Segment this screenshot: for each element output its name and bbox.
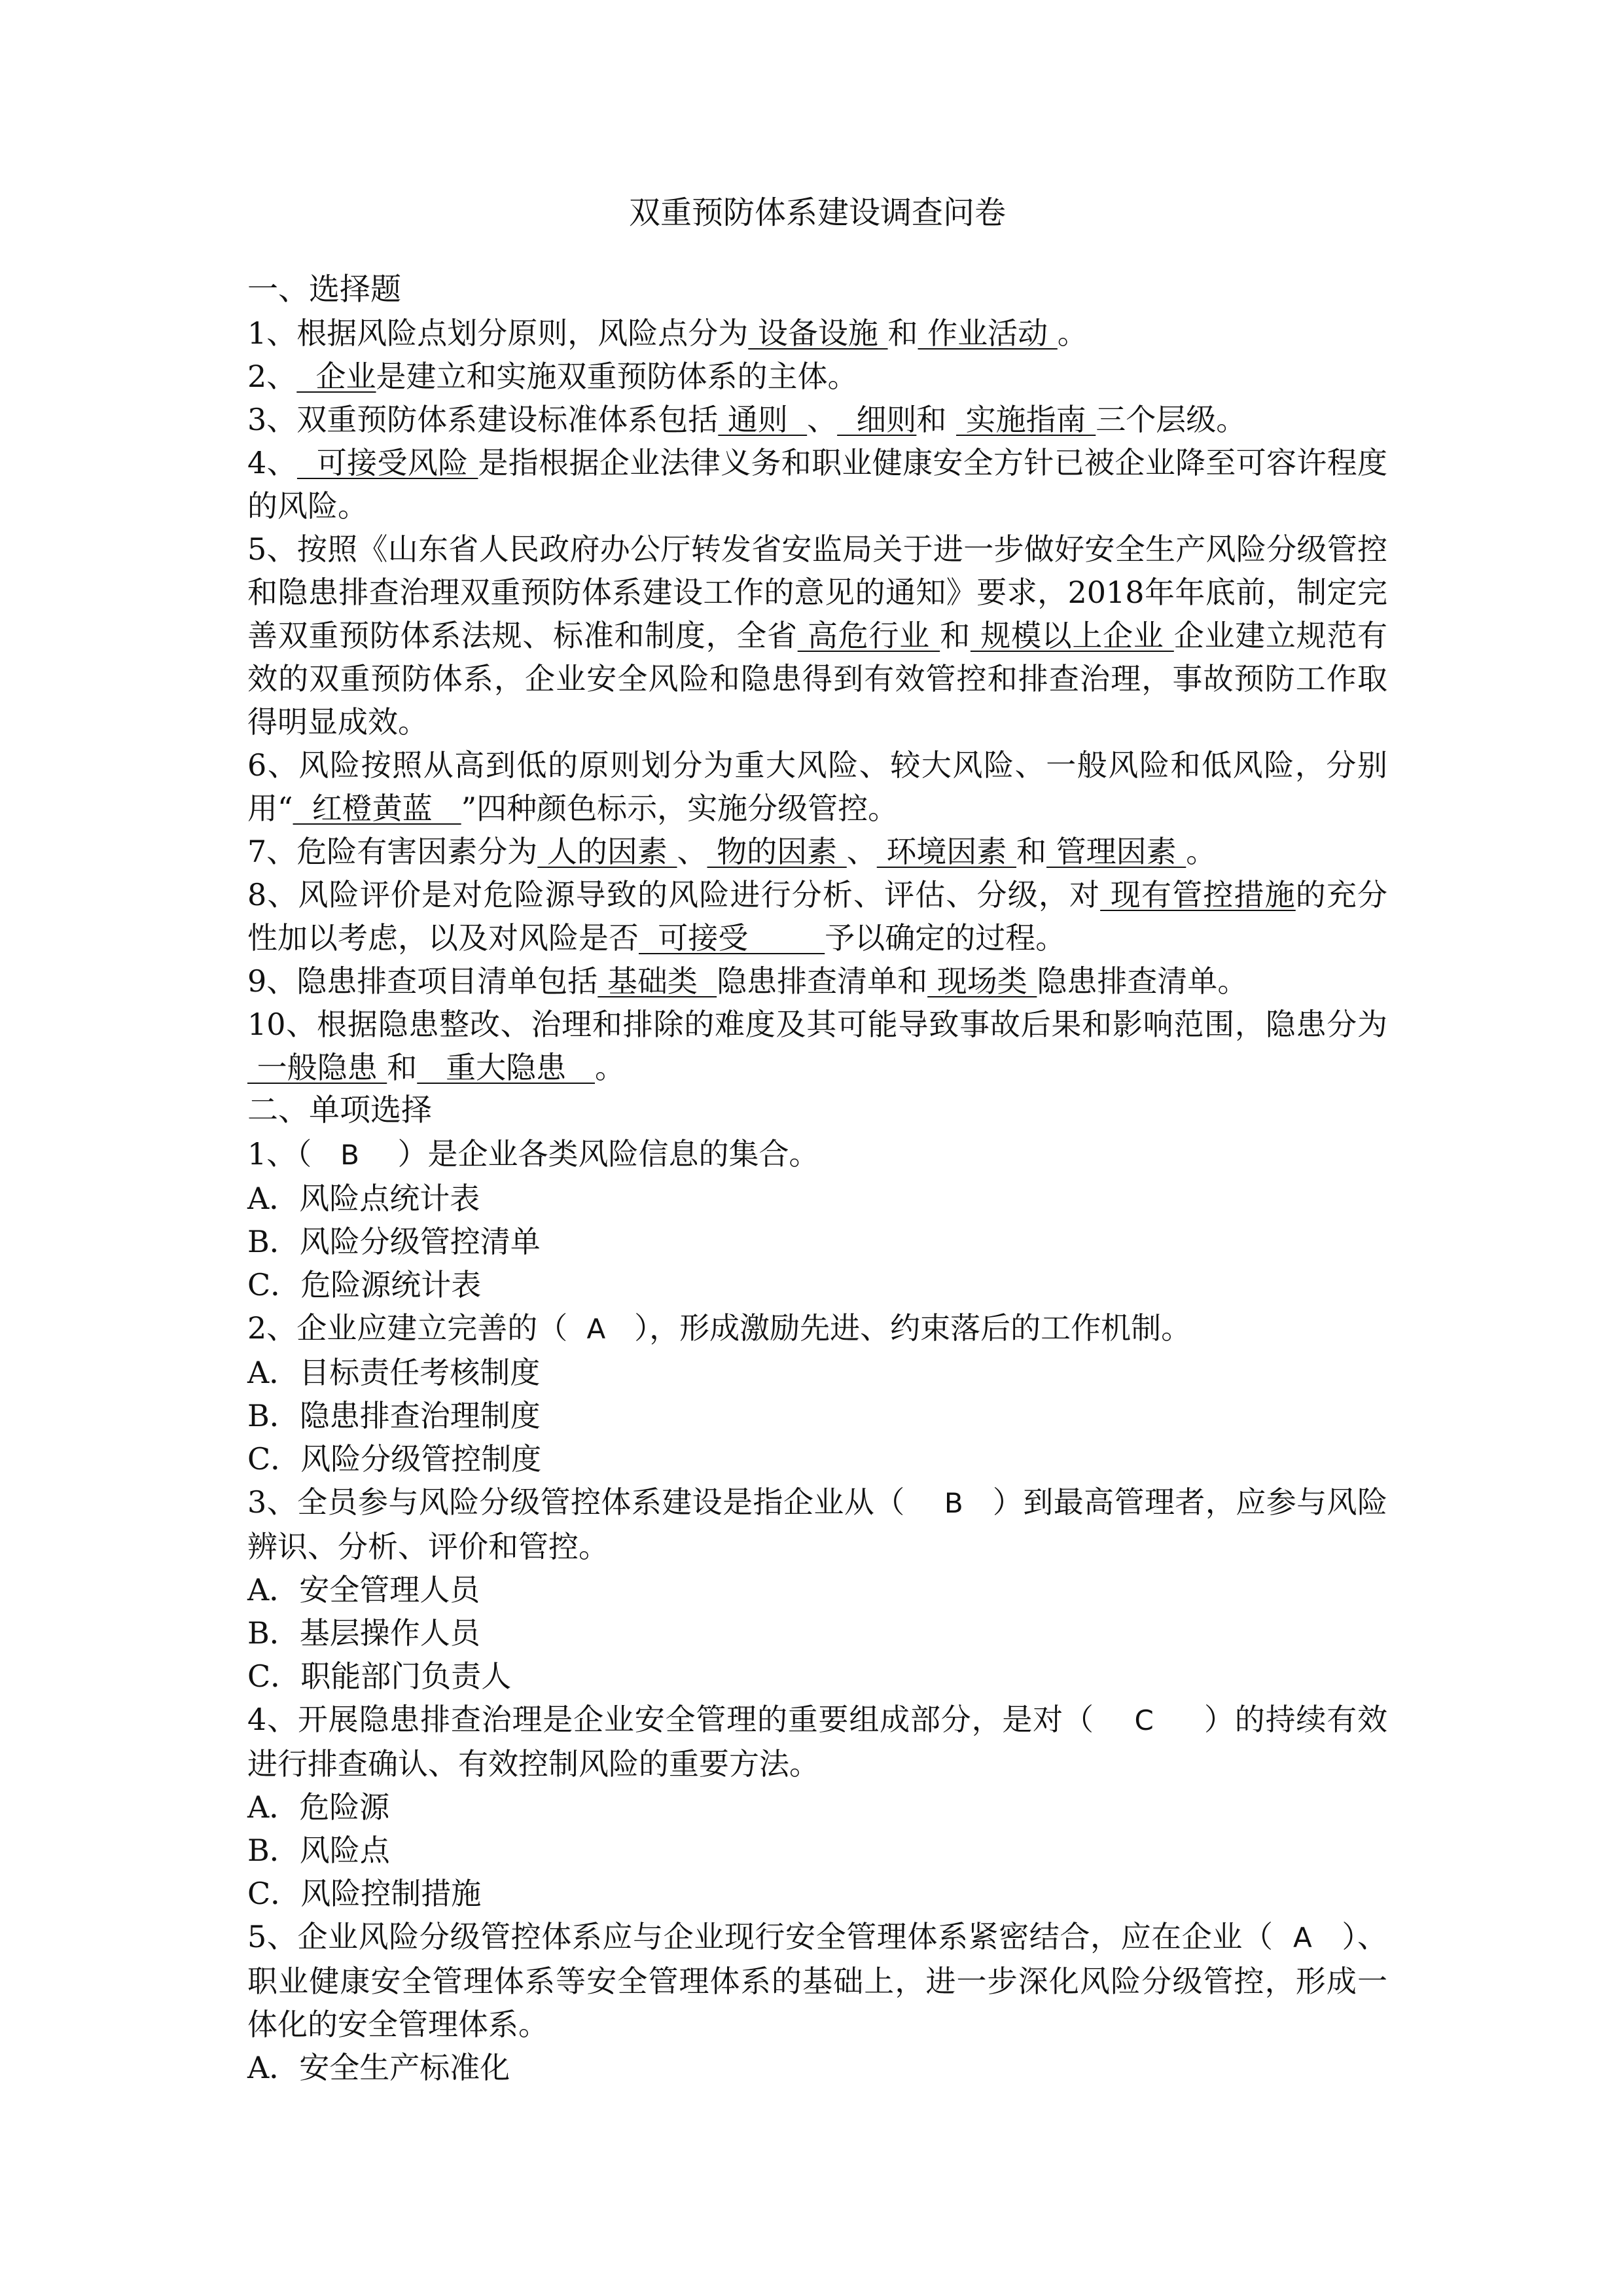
question-text: ），形成激励先进、约束落后的工作机制。	[605, 1310, 1192, 1346]
fill-question	[247, 960, 1387, 1003]
answer-letter: A	[1293, 1922, 1312, 1954]
question-text: 、	[846, 834, 877, 869]
answer-underline: 一般隐患	[247, 1050, 387, 1085]
answer-underline: 基础类	[597, 963, 717, 999]
answer-underline: 可接受	[639, 920, 825, 956]
question-text: 三个层级。	[1096, 402, 1247, 437]
question-text: 隐患排查清单。	[1037, 963, 1248, 999]
question-text: 和	[387, 1050, 418, 1085]
answer-underline: 环境因素	[876, 834, 1017, 869]
question-text: 和	[940, 618, 971, 653]
answer-underline: 人的因素	[537, 834, 677, 869]
choice-option: A．风险点统计表	[247, 1181, 480, 1216]
question-text: 6、风险按照从高到低的原则划分为重大风险、较大风险、一般风险和低风险，分别用“	[247, 747, 1387, 826]
question-text: 。	[594, 1050, 625, 1085]
question-text: 5、企业风险分级管控体系应与企业现行安全管理体系紧密结合，应在企业（	[247, 1919, 1293, 1954]
answer-underline: 物的因素	[707, 834, 847, 869]
question-text: 3、双重预防体系建设标准体系包括	[247, 402, 719, 437]
question-text: ）的持续有效进行排查确认、有效控制风险的重要方法。	[247, 1702, 1387, 1782]
answer-letter: B	[944, 1487, 963, 1519]
question-text: 、	[677, 834, 707, 869]
question-text: 1、（	[247, 1136, 341, 1172]
choice-option: B．隐患排查治理制度	[247, 1398, 541, 1433]
question-text: ）、职业健康安全管理体系等安全管理体系的基础上，进一步深化风险分级管控，形成一体化的安全管理体系。	[247, 1919, 1387, 2042]
question-text: 5、按照《山东省人民政府办公厅转发省安监局关于进一步做好安全生产风险分级管控和隐患排查治理双重预防体系建设工作的意见的通知》要求，2018年年底前，制定完善双重预防体系法规、标准和制度，全省	[247, 531, 1387, 653]
question-text: 。	[1057, 315, 1088, 351]
answer-underline: 规模以上企业	[970, 618, 1174, 653]
answer-underline: 实施指南	[956, 402, 1096, 437]
answer-underline: 管理因素	[1046, 834, 1186, 869]
question-text: 的充分性加以考虑，以及对风险是否	[247, 877, 1387, 956]
question-text: 、	[807, 402, 838, 437]
answer-underline: 现有管控措施	[1100, 877, 1296, 912]
choice-option: C．风险控制措施	[247, 1876, 482, 1911]
question-text: 4、	[247, 445, 297, 480]
question-text: ）到最高管理者，应参与风险辨识、分析、评价和管控。	[247, 1484, 1387, 1564]
choice-option: A．危险源	[247, 1789, 390, 1825]
fill-question	[247, 1003, 1387, 1089]
single-question	[247, 1480, 1387, 1568]
answer-letter: A	[586, 1313, 606, 1345]
question-text: 4、开展隐患排查治理是企业安全管理的重要组成部分，是对（	[247, 1702, 1135, 1737]
choice-option: A．目标责任考核制度	[247, 1355, 541, 1390]
fill-question	[247, 355, 1387, 398]
answer-underline: 设备设施	[748, 315, 888, 351]
question-text: ）是企业各类风险信息的集合。	[359, 1136, 819, 1172]
question-text: ”四种颜色标示，实施分级管控。	[461, 791, 899, 826]
question-text: 企业建立规范有效的双重预防体系，企业安全风险和隐患得到有效管控和排查治理，事故预防工作取得明显成效。	[247, 618, 1388, 740]
single-question	[247, 1698, 1387, 1785]
choice-option: B．基层操作人员	[247, 1615, 480, 1651]
question-text: 是指根据企业法律义务和职业健康安全方针已被企业降至可容许程度的风险。	[247, 445, 1388, 524]
section-heading-single: 二、单项选择	[247, 1092, 432, 1128]
question-text: 2、企业应建立完善的（	[247, 1310, 587, 1346]
answer-underline: 作业活动	[918, 315, 1058, 351]
question-text: 和	[916, 402, 957, 437]
answer-underline: 现场类	[927, 963, 1037, 999]
fill-question	[247, 528, 1387, 744]
question-text: 隐患排查清单和	[717, 963, 928, 999]
question-text: 2、	[247, 359, 297, 394]
question-text: 10、根据隐患整改、治理和排除的难度及其可能导致事故后果和影响范围，隐患分为	[247, 1007, 1387, 1042]
document-page	[247, 191, 1387, 2089]
answer-underline: 企业	[296, 359, 376, 394]
fill-question	[247, 441, 1387, 528]
question-text: 3、全员参与风险分级管控体系建设是指企业从（	[247, 1484, 944, 1520]
answer-underline: 红橙黄蓝	[293, 791, 461, 826]
fill-question-list	[247, 312, 1387, 1089]
choice-option: C．风险分级管控制度	[247, 1441, 542, 1477]
choice-option: A．安全管理人员	[247, 1572, 480, 1607]
fill-question	[247, 873, 1387, 960]
fill-question	[247, 312, 1387, 355]
page-title: 双重预防体系建设调查问卷	[628, 194, 1006, 231]
single-question	[247, 1306, 1387, 1351]
answer-underline: 重大隐患	[417, 1050, 595, 1085]
question-text: 7、危险有害因素分为	[247, 834, 538, 869]
choice-option: A．安全生产标准化	[247, 2050, 510, 2085]
question-text: 予以确定的过程。	[825, 920, 1066, 956]
fill-question	[247, 830, 1387, 873]
choice-option: C．危险源统计表	[247, 1267, 482, 1302]
single-question	[247, 1132, 1387, 1177]
question-text: 是建立和实施双重预防体系的主体。	[376, 359, 858, 394]
section-heading-fill: 一、选择题	[247, 272, 401, 308]
choice-option: C．职能部门负责人	[247, 1659, 512, 1694]
answer-underline: 细则	[837, 402, 917, 437]
question-text: 。	[1186, 834, 1217, 869]
question-text: 9、隐患排查项目清单包括	[247, 963, 598, 999]
fill-question	[247, 744, 1387, 830]
question-text: 和	[887, 315, 918, 351]
choice-option: B．风险点	[247, 1833, 390, 1868]
fill-question	[247, 398, 1387, 441]
question-text: 1、根据风险点划分原则，风险点分为	[247, 315, 749, 351]
answer-letter: C	[1134, 1704, 1154, 1736]
question-text: 8、风险评价是对危险源导致的风险进行分析、评估、分级，对	[247, 877, 1101, 912]
single-question	[247, 1915, 1387, 2046]
choice-option: B．风险分级管控清单	[247, 1224, 541, 1259]
question-text: 和	[1016, 834, 1047, 869]
single-choice-list	[247, 1132, 1387, 2089]
answer-underline: 通则	[718, 402, 808, 437]
answer-underline: 可接受风险	[296, 445, 478, 480]
answer-letter: B	[340, 1139, 359, 1171]
answer-underline: 高危行业	[797, 618, 940, 653]
